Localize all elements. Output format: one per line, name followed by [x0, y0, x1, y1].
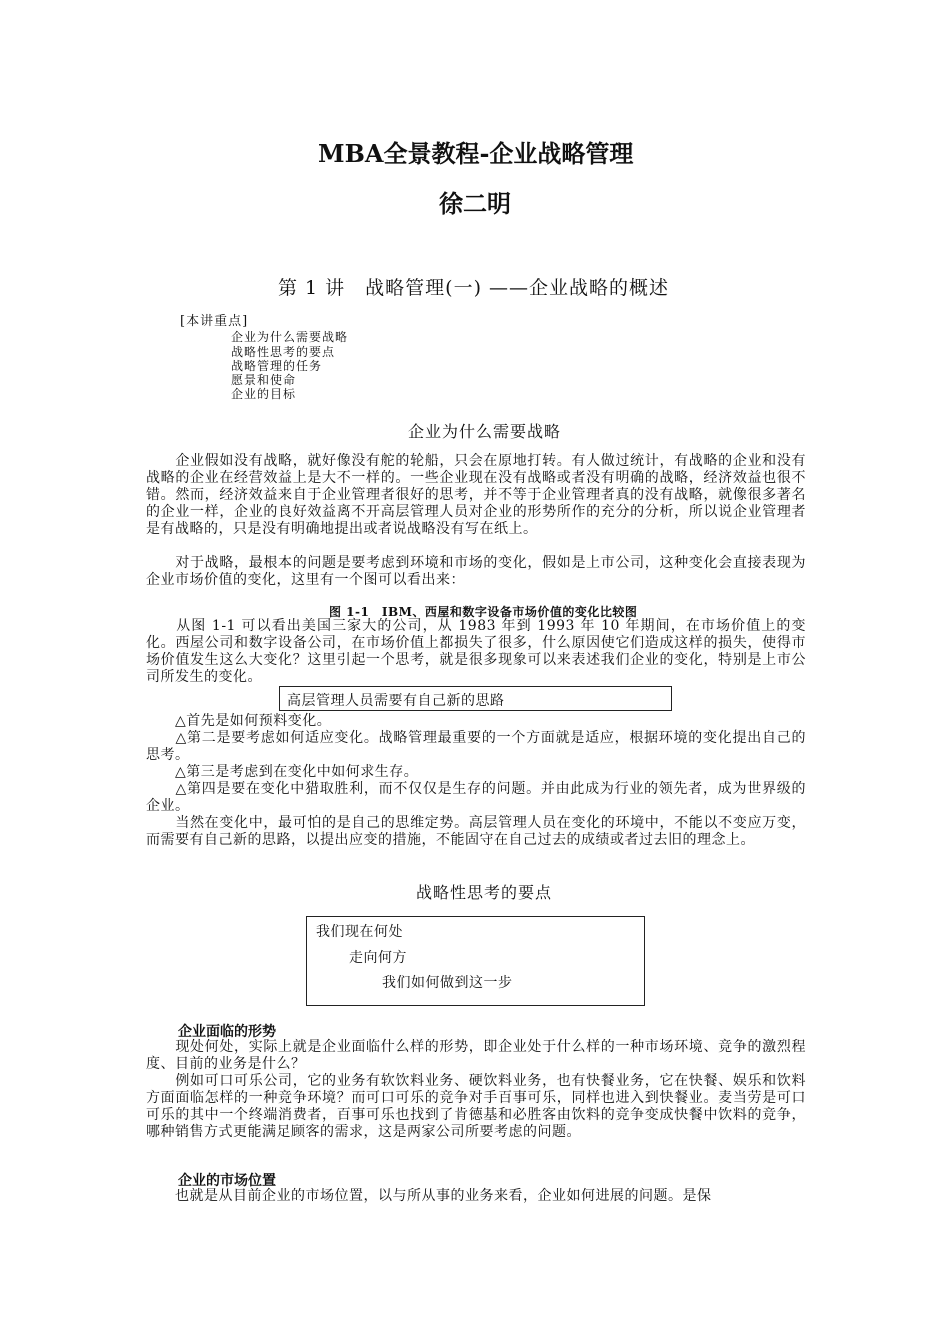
key-point-item: 企业的目标	[231, 387, 297, 401]
author-name: 徐二明	[439, 189, 511, 218]
paragraph: 从图 1-1 可以看出美国三家大的公司，从 1983 年到 1993 年 10 年期间，在市场价值上的变化。西屋公司和数字设备公司，在市场价值上都损失了很多，什么原因使它们造成这样的损失，使得市场价值发生这么大变化？这里引起一个思考，就是很多现象可以来表述我们企业的变化，特别是上市公司所发生的变化。	[146, 618, 806, 685]
section-heading: 战略性思考的要点	[416, 883, 553, 902]
paragraph: 当然在变化中，最可怕的是自己的思维定势。高层管理人员在变化的环境中，不能以不变应万变，而需要有自己新的思路，以提出应变的措施，不能固守在自己过去的成绩或者过去旧的理念上。	[146, 815, 806, 848]
key-point-item: 愿景和使命	[231, 373, 297, 387]
section-heading: 企业为什么需要战略	[408, 422, 562, 441]
key-points-heading: [本讲重点]	[180, 314, 249, 329]
key-point-item: 企业为什么需要战略	[231, 330, 349, 344]
subheading: 企业的市场位置	[178, 1173, 276, 1189]
highlight-box-text: 高层管理人员需要有自己新的思路	[287, 693, 505, 709]
paragraph: 现处何处，实际上就是企业面临什么样的形势，即企业处于什么样的一种市场环境、竞争的激烈程度、目前的业务是什么？	[146, 1039, 806, 1072]
key-point-item: 战略管理的任务	[231, 359, 323, 373]
lecture-title: 第 1 讲 战略管理(一) ——企业战略的概述	[278, 277, 670, 299]
paragraph: 对于战略，最根本的问题是要考虑到环境和市场的变化，假如是上市公司，这种变化会直接表现为企业市场价值的变化，这里有一个图可以看出来：	[146, 555, 806, 588]
thinking-box-line: 走向何方	[349, 950, 407, 966]
paragraph: △第四是要在变化中猎取胜利，而不仅仅是生存的问题。并由此成为行业的领先者，成为世界级的企业。	[146, 781, 806, 814]
paragraph: 例如可口可乐公司，它的业务有软饮料业务、硬饮料业务，也有快餐业务，它在快餐、娱乐和饮料方面面临怎样的一种竞争环境？而可口可乐的竞争对手百事可乐，同样也进入到快餐业。麦当劳是可口可乐的其中一个终端消费者，百事可乐也找到了肯德基和必胜客由饮料的竞争变成快餐中饮料的竞争，哪种销售方式更能满足顾客的需求，这是两家公司所要考虑的问题。	[146, 1073, 806, 1140]
figure-caption: 图 1-1 IBM、西屋和数字设备市场价值的变化比较图	[329, 605, 638, 619]
paragraph: △第二是要考虑如何适应变化。战略管理最重要的一个方面就是适应，根据环境的变化提出自己的思考。	[146, 730, 806, 763]
subheading: 企业面临的形势	[178, 1024, 276, 1040]
key-point-item: 战略性思考的要点	[231, 345, 336, 359]
paragraph: 企业假如没有战略，就好像没有舵的轮船，只会在原地打转。有人做过统计，有战略的企业和没有战略的企业在经营效益上是大不一样的。一些企业现在没有战略或者没有明确的战略，经济效益也很不错。然而，经济效益来自于企业管理者很好的思考，并不等于企业管理者真的没有战略，就像很多著名的企业一样，企业的良好效益离不开高层管理人员对企业的形势所作的充分的分析，所以说企业管理者是有战略的，只是没有明确地提出或者说战略没有写在纸上。	[146, 453, 806, 537]
document-title: MBA全景教程-企业战略管理	[318, 139, 634, 168]
paragraph: △第三是考虑到在变化中如何求生存。	[146, 764, 419, 780]
thinking-box-line: 我们如何做到这一步	[382, 975, 513, 991]
thinking-box-line: 我们现在何处	[316, 924, 403, 940]
paragraph: △首先是如何预料变化。	[146, 713, 332, 729]
paragraph: 也就是从目前企业的市场位置，以与所从事的业务来看，企业如何进展的问题。是保	[146, 1188, 712, 1204]
